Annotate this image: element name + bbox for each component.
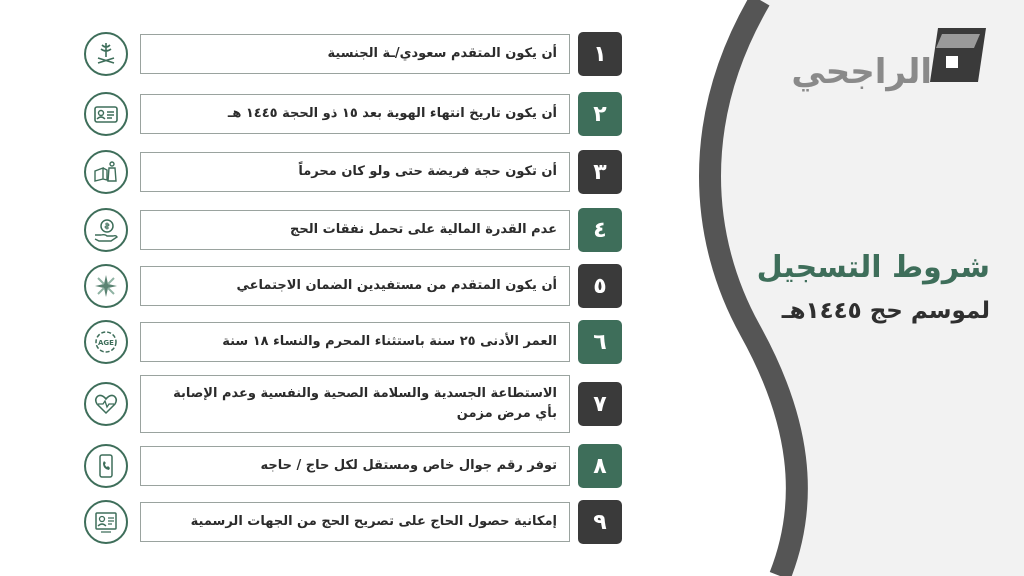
registration-heading bbox=[740, 246, 990, 328]
page-subtitle: لموسم حج ١٤٤٥هـ bbox=[781, 298, 990, 324]
svg-text:AGE: AGE bbox=[98, 339, 114, 347]
saudi-emblem-icon bbox=[84, 32, 128, 76]
condition-row-3 bbox=[84, 150, 624, 194]
age-icon bbox=[84, 320, 128, 364]
health-heart-icon bbox=[84, 382, 128, 426]
condition-text: أن يكون تاريخ انتهاء الهوية بعد ١٥ ذو الحجة ١٤٤٥ هـ bbox=[140, 94, 570, 134]
condition-row-7 bbox=[84, 374, 624, 434]
page-title: شروط التسجيل bbox=[756, 250, 990, 285]
condition-number-badge: ٩ bbox=[578, 500, 622, 544]
alrajhi-logo-icon bbox=[928, 26, 988, 84]
condition-number-badge: ٢ bbox=[578, 92, 622, 136]
condition-number-badge: ١ bbox=[578, 32, 622, 76]
condition-text: أن تكون حجة فريضة حتى ولو كان محرماً bbox=[140, 152, 570, 192]
permit-document-icon bbox=[84, 500, 128, 544]
condition-text: توفر رقم جوال خاص ومستقل لكل حاج / حاجه bbox=[140, 446, 570, 486]
social-security-logo-icon bbox=[84, 264, 128, 308]
money-hand-icon bbox=[84, 208, 128, 252]
condition-number-badge: ٥ bbox=[578, 264, 622, 308]
condition-row-8 bbox=[84, 444, 624, 488]
condition-row-6 bbox=[84, 320, 624, 364]
condition-number-badge: ٧ bbox=[578, 382, 622, 426]
condition-text: إمكانية حصول الحاج على تصريح الحج من الجهات الرسمية bbox=[140, 502, 570, 542]
condition-row-5 bbox=[84, 264, 624, 308]
condition-number-badge: ٤ bbox=[578, 208, 622, 252]
condition-row-1 bbox=[84, 32, 624, 76]
condition-text: العمر الأدنى ٢٥ سنة باستثناء المحرم والنساء ١٨ سنة bbox=[140, 322, 570, 362]
condition-text: أن يكون المتقدم سعودي/ـة الجنسية bbox=[140, 34, 570, 74]
id-card-icon bbox=[84, 92, 128, 136]
condition-number-badge: ٨ bbox=[578, 444, 622, 488]
condition-text: عدم القدرة المالية على تحمل نفقات الحج bbox=[140, 210, 570, 250]
condition-text: أن يكون المتقدم من مستفيدين الضمان الاجتماعي bbox=[140, 266, 570, 306]
brand-name: الراجحي bbox=[791, 52, 932, 92]
condition-row-2 bbox=[84, 92, 624, 136]
mobile-phone-icon bbox=[84, 444, 128, 488]
condition-text: الاستطاعة الجسدية والسلامة الصحية والنفسية وعدم الإصابة بأي مرض مزمن bbox=[140, 375, 570, 433]
condition-row-9 bbox=[84, 500, 624, 544]
kaaba-pilgrim-icon bbox=[84, 150, 128, 194]
condition-number-badge: ٣ bbox=[578, 150, 622, 194]
condition-row-4 bbox=[84, 208, 624, 252]
condition-number-badge: ٦ bbox=[578, 320, 622, 364]
